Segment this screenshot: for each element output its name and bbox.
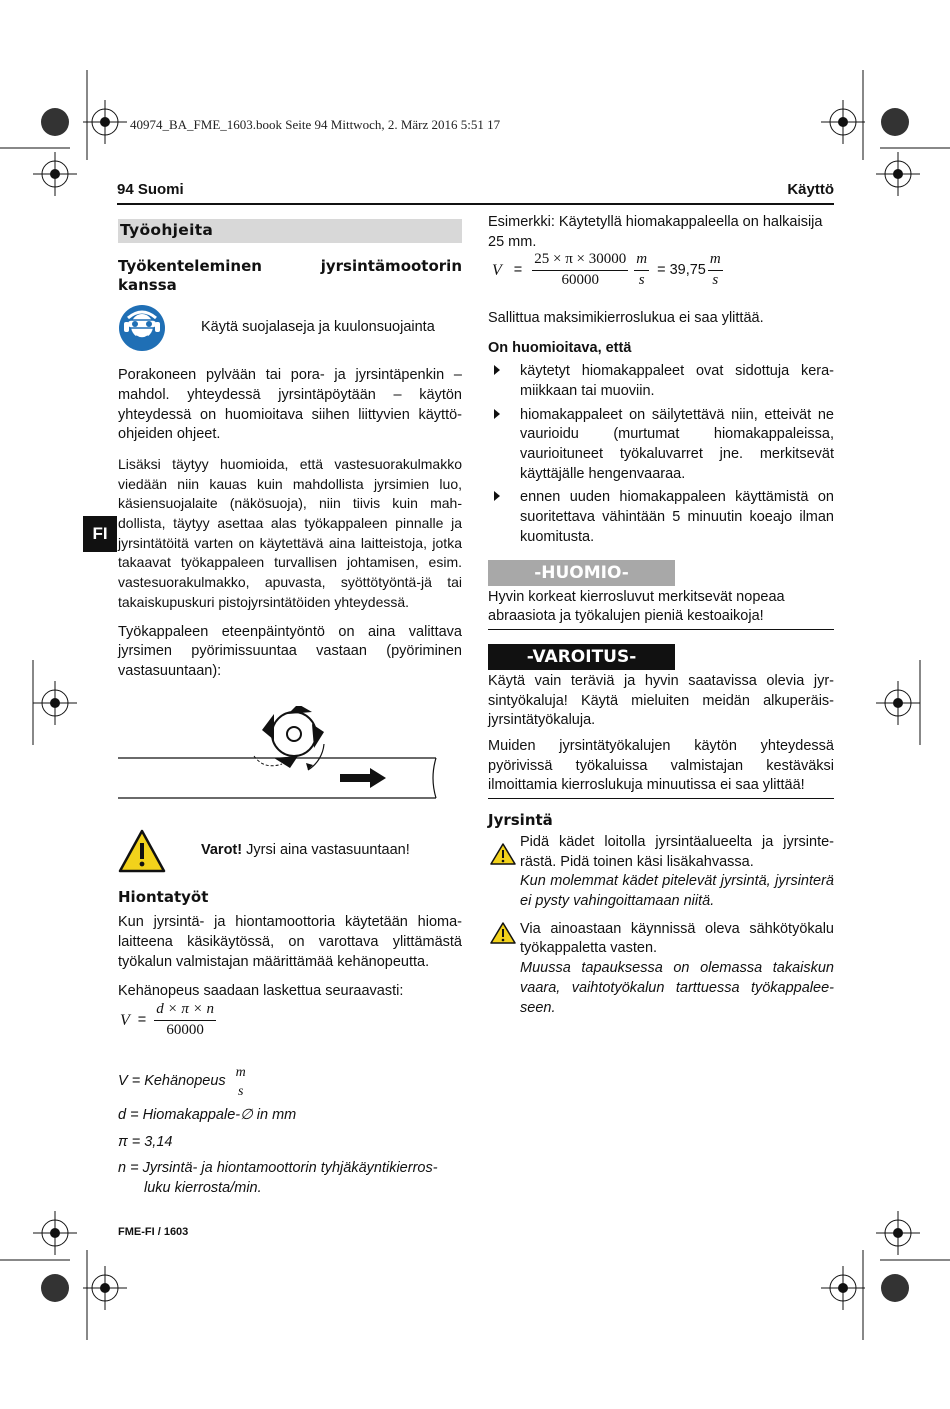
bullet-arrow-icon	[494, 409, 500, 419]
unit-fraction	[234, 1063, 248, 1102]
unit-den: s	[237, 1084, 244, 1100]
milling-title: Jyrsintä	[488, 811, 553, 830]
grinding-title: Hiontatyöt	[118, 887, 209, 906]
warning-reason: Kun molemmat kädet pitelevät jyrsintä, jyrsinterä ei pysty vahingoittamaan niitä.	[520, 873, 834, 909]
unit-den: s	[638, 272, 645, 289]
goggles-ear-protection-icon	[118, 304, 166, 352]
speed-formula	[120, 1000, 462, 1040]
def-v-text: V = Kehänopeus	[118, 1073, 226, 1090]
def-d: d = Hiomakappale-∅ in mm	[118, 1106, 297, 1123]
def-n: n = Jyrsintä- ja hiontamoottorin tyhjäkäyntikierros-	[118, 1160, 438, 1177]
warning-triangle-icon	[118, 829, 166, 873]
paragraph: Kehänopeus saadaan laskettua seuraavasti:	[118, 983, 404, 1000]
formula-fraction	[154, 1000, 216, 1040]
left-column	[118, 219, 462, 1199]
section-title: Työohjeita	[118, 219, 462, 243]
varoitus-text: Käytä vain teräviä ja hyvin saatavissa olevia jyr-sintyökaluja! Käytä mieluiten meidän alkuperäis-jyrsintätyökaluja.	[488, 672, 834, 729]
warning-item	[488, 920, 834, 1019]
formula-numerator: d × π × n	[154, 1000, 216, 1021]
feed-direction-diagram	[118, 706, 462, 806]
formula-eq: =	[513, 261, 523, 278]
subsection-title-part: jyrsintämootorin	[320, 256, 462, 275]
warning-item	[488, 833, 834, 912]
header-rule	[117, 203, 834, 205]
varoitus-label: -VAROITUS-	[488, 644, 675, 670]
note-title: On huomioitava, että	[488, 339, 632, 356]
def-pi: π = 3,14	[118, 1133, 173, 1150]
formula-numerator: 25 × π × 30000	[532, 250, 628, 271]
caution-text: Jyrsi aina vastasuuntaan!	[242, 841, 410, 858]
formula-v: V	[492, 261, 502, 279]
unit-num: m	[708, 250, 723, 271]
list-item-text: ennen uuden hiomakappaleen käyttämistä on suoritettava vähintään 5 minuutin koeajo ilman kuomitusta.	[520, 489, 834, 545]
paragraph: Työkappaleen eteenpäintyöntö on aina valittava jyrsimen pyörimissuuntaa vastaan (pyöriminen vastasuuntaan):	[118, 623, 462, 679]
paragraph: Sallittua maksimikierroslukua ei saa ylittää.	[488, 309, 764, 326]
unit-num: m	[235, 1064, 246, 1080]
list-item	[488, 362, 834, 401]
formula-v: V	[120, 1011, 130, 1029]
other-tools-text: Muiden jyrsintätyökalujen käytön yhteydessä pyörivissä työkaluissa valmistajan kestäväksi ilmoittamia kierroslukuja minuutissa ei saa ylittää!	[488, 737, 834, 799]
ppe-text: Käytä suojalaseja ja kuulonsuojainta	[201, 319, 435, 336]
print-header: 40974_BA_FME_1603.book Seite 94 Mittwoch, 2. März 2016 5:51 17	[130, 117, 501, 132]
bullet-arrow-icon	[494, 491, 500, 501]
formula-eq: =	[137, 1011, 147, 1028]
warning-triangle-icon	[490, 922, 516, 944]
warning-reason: Muussa tapauksessa on olemassa takaiskun vaara, vaihtotyökalun tarttuessa työkappalee-seen.	[520, 960, 834, 1016]
formula-denominator: 60000	[166, 1021, 204, 1038]
ppe-notice	[118, 304, 462, 352]
formula-denominator: 60000	[561, 272, 599, 289]
footer: FME-FI / 1603	[118, 1226, 189, 1238]
paragraph: Kun jyrsintä- ja hiontamoottoria käytetään hioma-laitteena käsikäytössä, on varottava ylittämästä työkalun valmistajan määrittämää kehänopeutta.	[118, 914, 462, 970]
subsection-title-cont: kanssa	[118, 276, 177, 295]
formula-result: = 39,75	[657, 261, 706, 278]
chapter-title: Käyttö	[787, 181, 834, 198]
bullet-arrow-icon	[494, 365, 500, 375]
unit-fraction	[708, 250, 723, 290]
subsection-title	[118, 257, 462, 277]
unit-fraction	[634, 250, 649, 290]
formula-fraction	[532, 250, 628, 290]
right-column	[488, 213, 834, 1018]
paragraph: Lisäksi täytyy huomioida, että vastesuorakulmakko viedään niin kauas kuin mahdollista jyrsimien luo, käsiensuojalaite (näkösuoja), niin tiivis kuin mah-dollista, täytyy asettaa alas työkappaleen pinnalle ja jyrsintätöitä varten on käytettävä aina laitteistoja, jotka takaavat työkappaleen turvallisen johtamisen, esim. vastesuorakulmakko, apuvasta, syöttötyöntä-jä tai takaiskupuskuri pistojyrsintätöiden yhteydessä.	[118, 455, 462, 610]
def-v	[118, 1063, 462, 1102]
subsection-title-part: Työkenteleminen	[118, 256, 262, 275]
paragraph: Porakoneen pylvään tai pora- ja jyrsintäpenkin – mahdol. yhteydessä jyrsintäpöytään – käytön yhteydessä on huomioitava siihen liittyvien käyttö-ohjeiden ohjeet.	[118, 367, 462, 443]
list-item	[488, 488, 834, 547]
huomio-text: Hyvin korkeat kierrosluvut merkitsevät nopeaa abraasiota ja työkalujen pieniä kestoaikoja!	[488, 588, 834, 630]
example-formula	[488, 250, 834, 290]
list-item-text: hiomakappaleet on säilytettävä niin, etteivät ne vaurioidu (murtumat hiomakappaleissa, vaurioituneet työkaluvarret jne. merkitsevät käyttäjälle hengenvaaraa.	[520, 406, 834, 482]
list-item-text: käytetyt hiomakappaleet ovat sidottuja kera-miikkaan tai muoviin.	[520, 363, 834, 399]
caution-label: Varot!	[201, 841, 243, 858]
list-item	[488, 406, 834, 485]
warning-triangle-icon	[490, 843, 516, 865]
warning-text: Via ainoastaan käynnissä oleva sähkötyökalu työkappaletta vasten.	[520, 920, 834, 957]
example-text: Esimerkki: Käytetyllä hiomakappaleella on halkaisija 25 mm.	[488, 214, 823, 250]
def-n-cont: luku kierrosta/min.	[144, 1180, 262, 1197]
huomio-label: -HUOMIO-	[488, 560, 675, 586]
unit-num: m	[634, 250, 649, 271]
warning-text: Pidä kädet loitolla jyrsintäalueelta ja jyrsinte-rästä. Pidä toinen käsi lisäkahvassa.	[520, 833, 834, 870]
page-number-section: 94 Suomi	[117, 181, 184, 198]
page-header	[117, 181, 834, 198]
language-tab: FI	[83, 516, 117, 552]
unit-den: s	[712, 272, 719, 289]
caution-notice	[118, 826, 462, 876]
